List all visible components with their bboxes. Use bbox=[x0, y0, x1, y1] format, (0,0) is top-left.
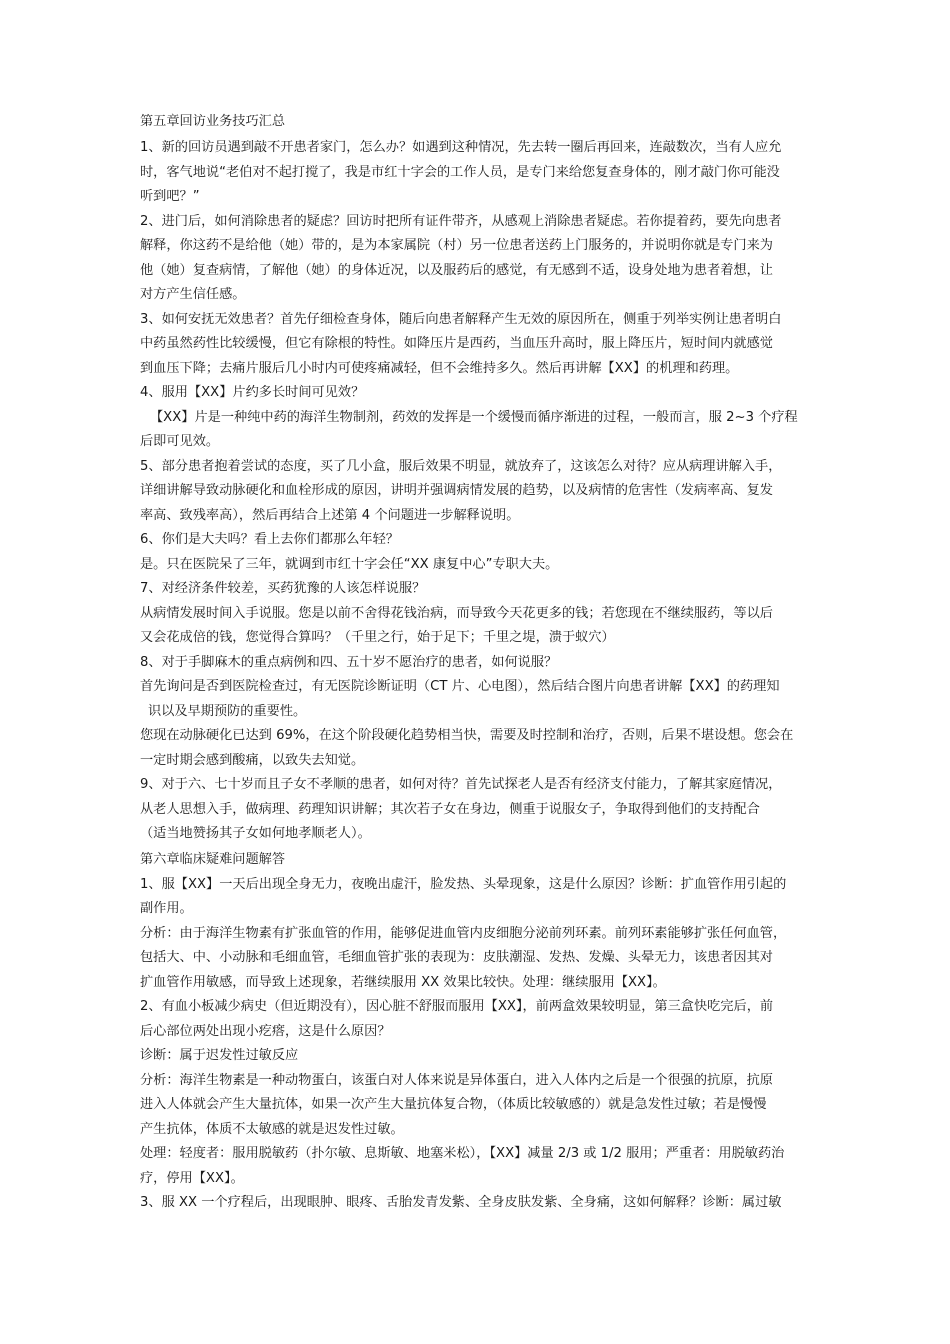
text-line: 一定时期会感到酸痛，以致失去知觉。 bbox=[140, 752, 365, 768]
text-line: 后心部位两处出现小疙瘩，这是什么原因？ bbox=[140, 1023, 391, 1039]
text-line: 他（她）复查病情，了解他（她）的身体近况，以及服药后的感觉，有无感到不适，设身处地为患者着想，让 bbox=[140, 262, 773, 278]
text-line: 识以及早期预防的重要性。 bbox=[148, 703, 307, 719]
text-line: 产生抗体，体质不太敏感的就是迟发性过敏。 bbox=[140, 1121, 404, 1137]
text-line: 分析：由于海洋生物素有扩张血管的作用，能够促进血管内皮细胞分泌前列环素。前列环素能够扩张任何血管， bbox=[140, 925, 787, 941]
text-line: 疗，停用【XX】。 bbox=[140, 1170, 244, 1186]
text-line: 1、服【XX】一天后出现全身无力，夜晚出虚汗，脸发热、头晕现象，这是什么原因？诊断：扩血管作用引起的 bbox=[140, 876, 787, 892]
text-line: 进入人体就会产生大量抗体，如果一次产生大量抗体复合物，（体质比较敏感的）就是急发性过敏；若是慢慢 bbox=[140, 1097, 767, 1112]
text-line: 从老人思想入手，做病理、药理知识讲解；其次若子女在身边，侧重于说服女子，争取得到他们的支持配合 bbox=[140, 801, 760, 817]
document-body bbox=[140, 108, 816, 1216]
text-line: 2、进门后，如何消除患者的疑虑？回访时把所有证件带齐，从感观上消除患者疑虑。若你提着药，要先向患者 bbox=[140, 213, 782, 229]
text-line: 2、有血小板减少病史（但近期没有），因心脏不舒服而服用【XX】，前两盒效果较明显，第三盒快吃完后，前 bbox=[140, 999, 774, 1014]
text-line: 分析：海洋生物素是一种动物蛋白，该蛋白对人体来说是异体蛋白，进入人体内之后是一个很强的抗原，抗原 bbox=[140, 1072, 773, 1088]
text-line: 诊断：属于迟发性过敏反应 bbox=[140, 1048, 299, 1063]
text-line: 到血压下降；去痛片服后几小时内可使疼痛减轻，但不会维持多久。然后再讲解【XX】的机理和药理。 bbox=[140, 360, 739, 376]
text-line: 3、如何安抚无效患者？首先仔细检查身体，随后向患者解释产生无效的原因所在，侧重于列举实例让患者明白 bbox=[140, 311, 782, 327]
text-line: 5、部分患者抱着尝试的态度，买了几小盒，服后效果不明显，就放弃了，这该怎么对待？应从病理讲解入手， bbox=[140, 458, 782, 474]
text-line: 7、对经济条件较差，买药犹豫的人该怎样说服？ bbox=[140, 581, 426, 596]
chapter-6-title: 第六章临床疑难问题解答 bbox=[140, 851, 286, 867]
text-line: 解释，你这药不是给他（她）带的，是为本家属院（村）另一位患者送药上门服务的，并说明你就是专门来为 bbox=[140, 238, 773, 253]
text-line: （适当地赞扬其子女如何地孝顺老人）。 bbox=[140, 826, 371, 841]
text-line: 处理：轻度者：服用脱敏药（扑尔敏、息斯敏、地塞米松），【XX】减量 2/3 或 1/2 服用；严重者：用脱敏药治 bbox=[140, 1146, 785, 1161]
text-line: 首先询问是否到医院检查过，有无医院诊断证明（CT 片、心电图），然后结合图片向患者讲解【XX】的药理知 bbox=[140, 679, 780, 694]
text-line: 【XX】片是一种纯中药的海洋生物制剂，药效的发挥是一个缓慢而循序渐进的过程，一般而言，服 2~3 个疗程 bbox=[150, 409, 798, 425]
text-line: 从病情发展时间入手说服。您是以前不舍得花钱治病，而导致今天花更多的钱；若您现在不继续服药，等以后 bbox=[140, 605, 773, 621]
text-line: 又会花成倍的钱，您觉得合算吗？（千里之行，始于足下；千里之堤，溃于蚁穴） bbox=[140, 630, 615, 645]
text-line: 扩血管作用敏感，而导致上述现象，若继续服用 XX 效果比较快。处理：继续服用【XX】。 bbox=[140, 974, 666, 990]
text-line: 8、对于手脚麻木的重点病例和四、五十岁不愿治疗的患者，如何说服？ bbox=[140, 654, 558, 670]
chapter-5-title: 第五章回访业务技巧汇总 bbox=[140, 114, 286, 129]
text-line: 率高、致残率高），然后再结合上述第 4 个问题进一步解释说明。 bbox=[140, 507, 520, 523]
text-line: 听到吧？” bbox=[140, 189, 200, 204]
text-line: 对方产生信任感。 bbox=[140, 287, 246, 302]
text-line: 3、服 XX 一个疗程后，出现眼肿、眼疼、舌胎发青发紫、全身皮肤发紫、全身痛，这如何解释？诊断：属过敏 bbox=[140, 1195, 782, 1210]
text-line: 副作用。 bbox=[140, 901, 193, 916]
text-line: 详细讲解导致动脉硬化和血栓形成的原因，讲明并强调病情发展的趋势，以及病情的危害性（发病率高、复发 bbox=[140, 483, 773, 498]
text-line: 9、对于六、七十岁而且子女不孝顺的患者，如何对待？首先试探老人是否有经济支付能力，了解其家庭情况， bbox=[140, 777, 782, 792]
text-line: 是。只在医院呆了三年，就调到市红十字会任“XX 康复中心”专职大夫。 bbox=[140, 556, 559, 572]
text-line: 后即可见效。 bbox=[140, 434, 220, 449]
text-line: 1、新的回访员遇到敲不开患者家门，怎么办？如遇到这种情况，先去转一圈后再回来，连敲数次，当有人应允 bbox=[140, 140, 782, 155]
text-line: 您现在动脉硬化已达到 69%，在这个阶段硬化趋势相当快，需要及时控制和治疗，否则，后果不堪设想。您会在 bbox=[140, 728, 794, 743]
text-line: 中药虽然药性比较缓慢，但它有除根的特性。如降压片是西药，当血压升高时，服上降压片，短时间内就感觉 bbox=[140, 336, 773, 351]
text-line: 4、服用【XX】片约多长时间可见效？ bbox=[140, 385, 365, 400]
text-line: 6、你们是大夫吗？看上去你们都那么年轻？ bbox=[140, 532, 399, 547]
text-line: 时，客气地说“老伯对不起打搅了，我是市红十字会的工作人员，是专门来给您复查身体的，刚才敲门你可能没 bbox=[140, 164, 780, 180]
text-line: 包括大、中、小动脉和毛细血管，毛细血管扩张的表现为：皮肤潮湿、发热、发燥、头晕无力，该患者因其对 bbox=[140, 950, 773, 965]
